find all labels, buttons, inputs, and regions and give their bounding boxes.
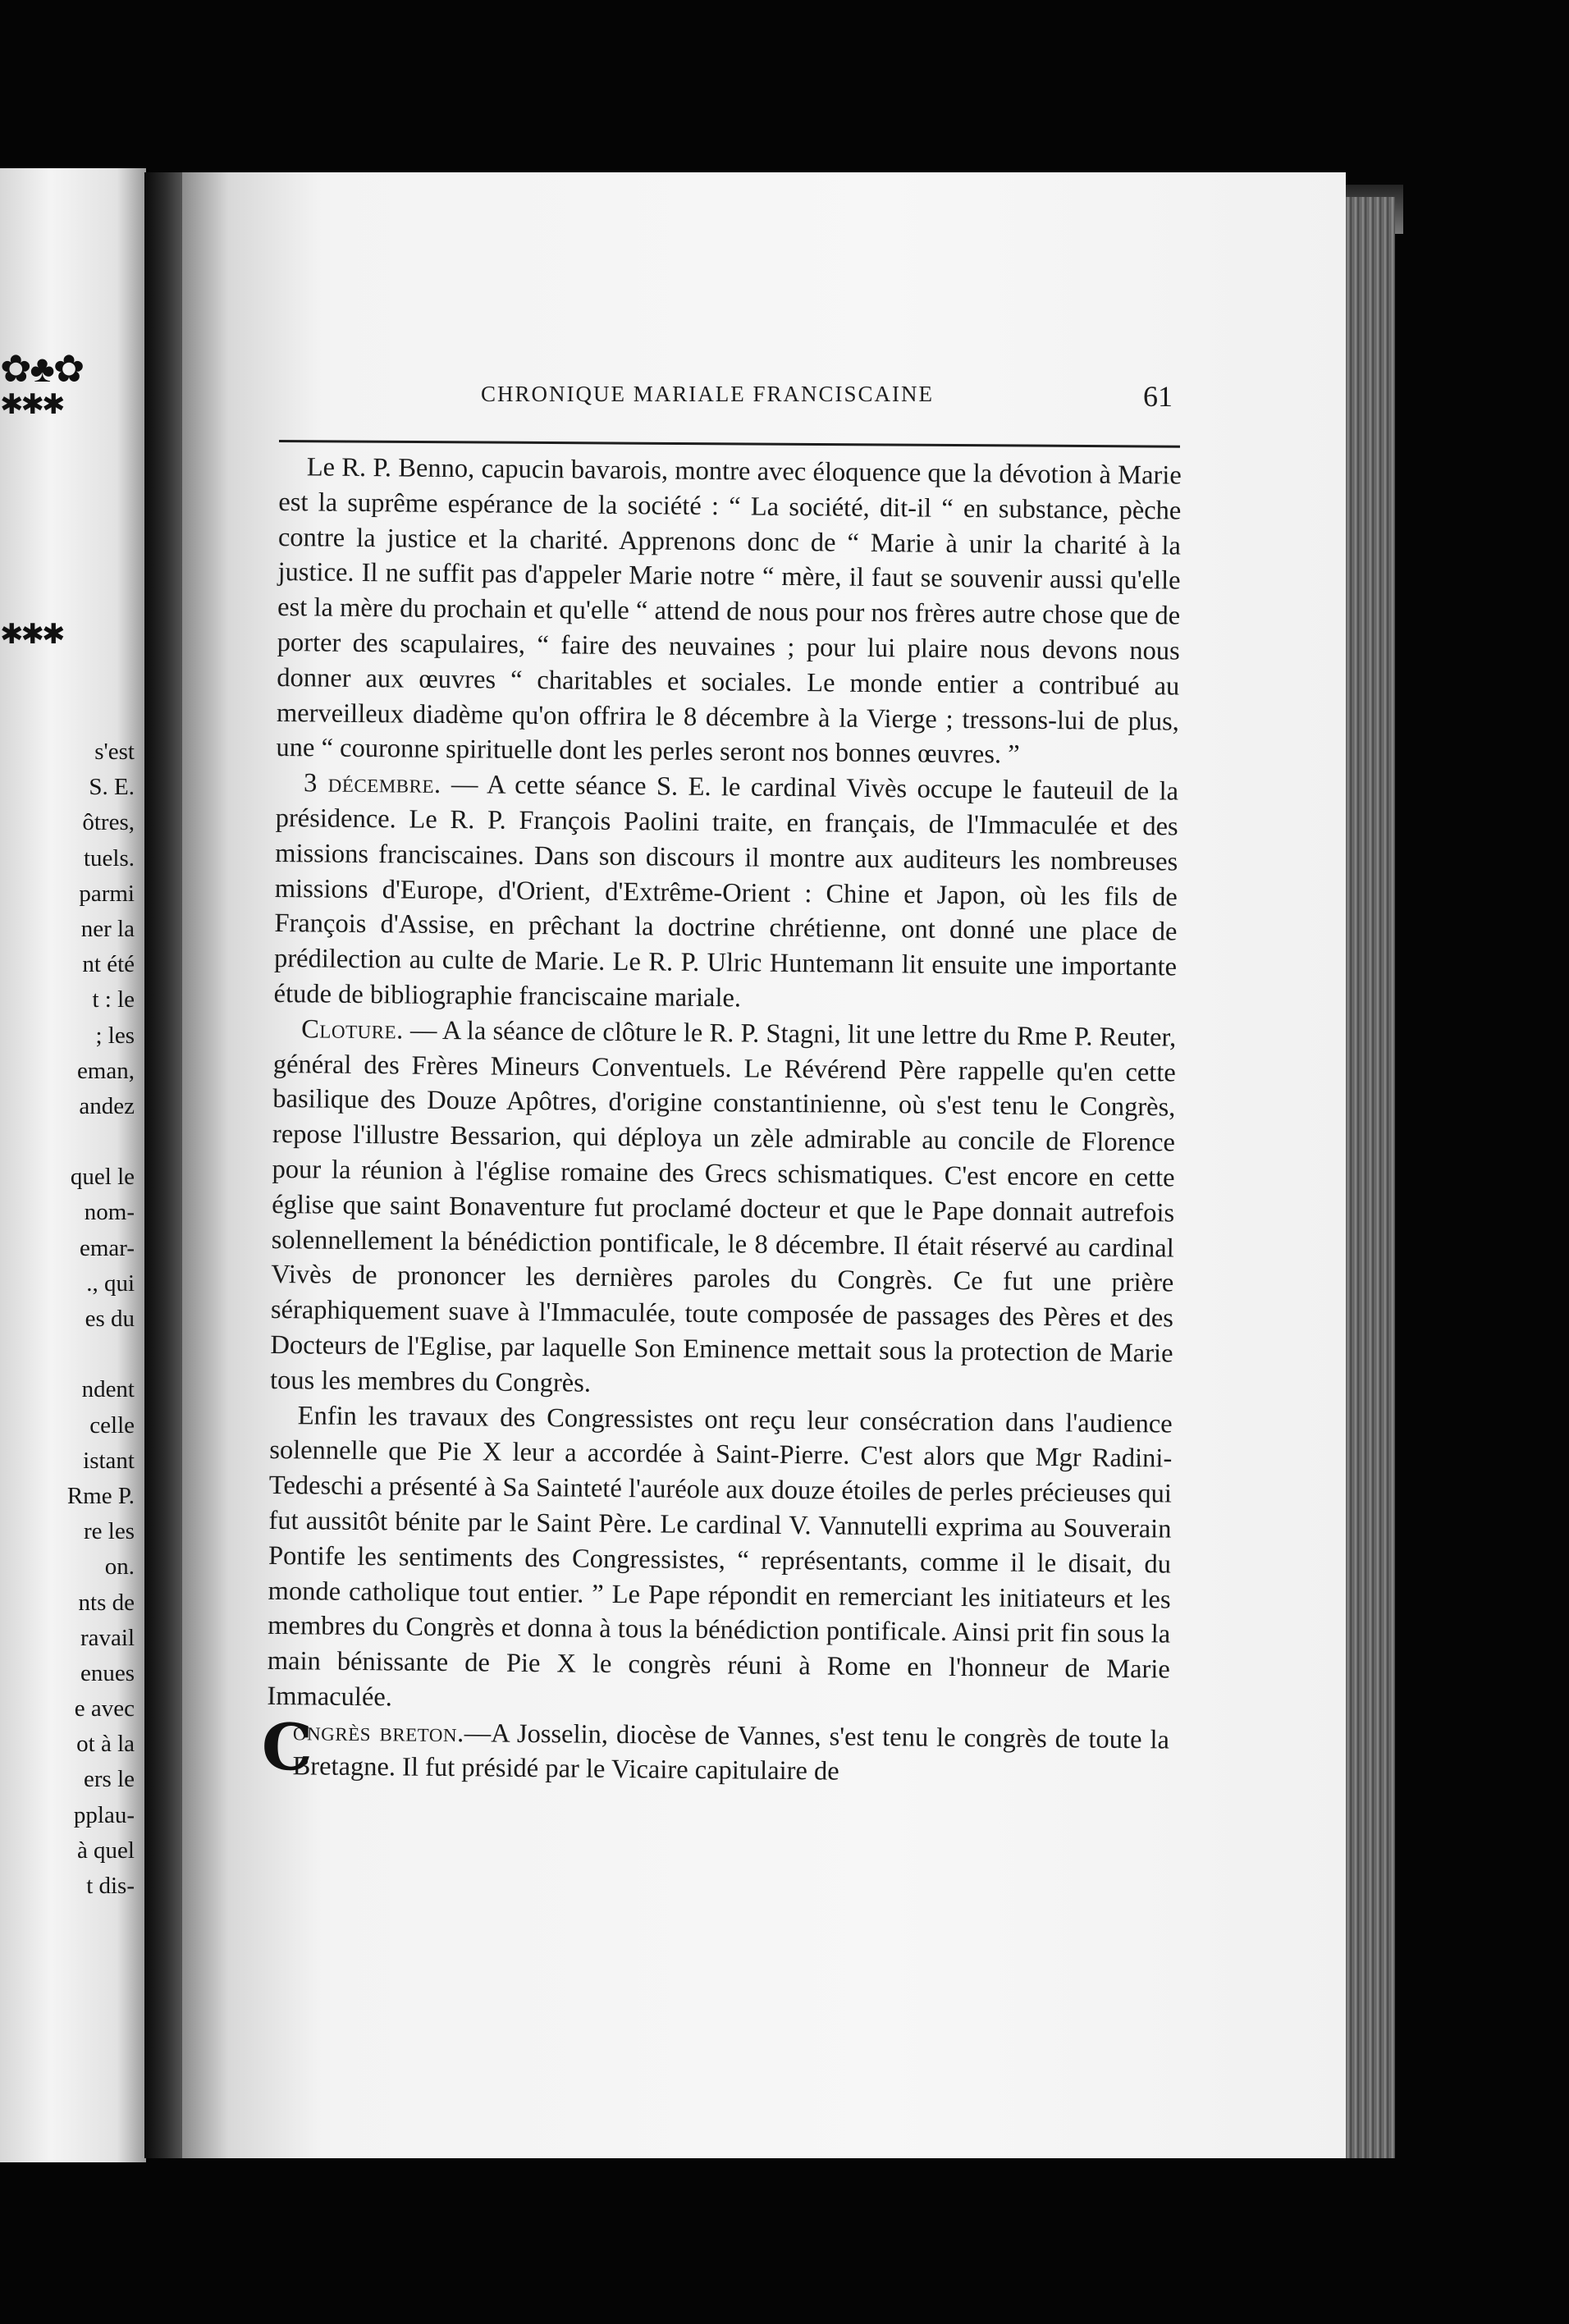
left-page-line: ers le: [84, 1766, 135, 1793]
left-page-line: [11, 1337, 135, 1372]
left-page-line: nom-: [84, 1199, 135, 1226]
left-page-line: à quel: [76, 1837, 135, 1864]
left-page-line: re les: [84, 1518, 135, 1545]
left-page-line: ., qui: [86, 1270, 135, 1297]
ornament-icon: ✿♣✿: [0, 348, 84, 390]
left-facing-page: [0, 168, 146, 2162]
section-lead-3-decembre: 3 décembre.: [303, 768, 441, 800]
paragraph-3-decembre: [273, 766, 1178, 1020]
left-page-line: nts de: [78, 1589, 135, 1616]
left-page-line: nt été: [82, 951, 135, 978]
paragraph-benno: Le R. P. Benno, capucin bavarois, montre avec éloquence que la dévotion à Marie est la suprême espérance de la société : “ La société, dit-il “ en substance, pèche contre la justice et la charité. Apprenons donc de “ Marie à unir la charité à la justice. Il ne suffit pas d'appeler Marie notre “ mère, il faut se souvenir aussi qu'elle est la mère du prochain et qu'elle “ attend de nous pour nos frères autre chose que de porter des scapulaires, “ faire des neuvaines ; pour lui plaire nous devons nous donner aux œuvres “ charitables et sociales. Le monde entier a contribué au merveilleux diadème qu'on offrira le 8 décembre à la Vierge ; tressons-lui de plus, une “ couronne spirituelle dont les perles seront nos bonnes œuvres. ”: [276, 452, 1182, 771]
left-page-line: ravail: [80, 1624, 135, 1651]
left-page-line: t : le: [92, 986, 135, 1013]
left-page-line: istant: [83, 1447, 135, 1474]
running-title: CHRONIQUE MARIALE FRANCISCAINE: [481, 382, 935, 406]
paragraph-congres-breton: [261, 1709, 1170, 1793]
left-page-line: ot à la: [76, 1731, 135, 1758]
dropcap-letter: C: [261, 1709, 313, 1786]
left-page-line: pplau-: [73, 1801, 135, 1828]
left-page-line: es du: [85, 1306, 135, 1332]
left-page-line: ner la: [80, 915, 135, 942]
left-page-line: e avec: [74, 1695, 135, 1722]
page-number: 61: [1143, 380, 1173, 413]
section-lead-congres-breton: ongrès breton.: [292, 1716, 464, 1748]
left-page-line: parmi: [79, 880, 135, 907]
left-page-line: s'est: [94, 739, 135, 765]
left-page-line: emar-: [79, 1234, 135, 1261]
page-body: [261, 450, 1182, 1793]
left-page-text-fragments: [11, 734, 135, 1904]
left-page-line: eman,: [76, 1057, 135, 1084]
left-page-line: celle: [89, 1411, 135, 1439]
ornament-divider-icon: ✱✱✱: [0, 620, 63, 650]
left-page-line: Rme P.: [66, 1482, 135, 1509]
left-page-line: andez: [79, 1092, 135, 1119]
left-page-line: quel le: [70, 1164, 135, 1191]
left-page-line: [11, 1124, 135, 1160]
left-page-line: ndent: [81, 1376, 135, 1403]
left-page-line: ; les: [95, 1022, 135, 1049]
paragraph-cloture: [270, 1012, 1176, 1407]
paragraph-audience: Enfin les travaux des Congressistes ont reçu leur consécration dans l'audience solennelle que Pie X leur a accordée à Saint-Pierre. C'est alors que Mgr Radini-Tedeschi a présenté à Sa Sainteté l'auréole aux douze étoiles de perles précieuses qui fut aussitôt bénite par le Saint Père. Le cardinal V. Vannutelli exprima au Souverain Pontife les sentiments des Congressistes, “ représentants, comme il le disait, du monde catholique tout entier. ” Le Pape répondit en remerciant les initiateurs et les membres du Congrès et donna à tous la bénédiction pontificale. Ainsi prit fin sous la main bénissante de Pie X le congrès réuni à Rome en l'honneur de Marie Immaculée.: [267, 1400, 1173, 1713]
left-page-line: ôtres,: [82, 809, 135, 836]
left-page-line: tuels.: [83, 844, 135, 872]
ornament-stars-icon: ✱✱✱: [0, 390, 63, 420]
section-lead-cloture: Cloture.: [301, 1014, 404, 1045]
paragraph-3-decembre-text: — A cette séance S. E. le cardinal Vivès occupe le fauteuil de la présidence. Le R. P. François Paolini traite, en français, de l'Immaculée et des missions franciscaines. Dans son discours il montre aux auditeurs les nombreuses missions d'Europe, d'Orient, d'Extrême-Orient : Chine et Japon, où les fils de François d'Assise, en prêchant la doctrine chrétienne, ont donné une place de prédilection au culte de Marie. Le R. P. Ulric Huntemann lit ensuite une importante étude de bibliographie franciscaine mariale.: [273, 770, 1179, 1013]
left-page-line: on.: [104, 1553, 135, 1581]
left-page-line: t dis-: [86, 1873, 135, 1899]
page-stack-edge: [1346, 197, 1395, 2158]
paragraph-cloture-text: — A la séance de clôture le R. P. Stagni, lit une lettre du Rme P. Reuter, général des Frères Mineurs Conventuels. Le Révérend Père rappelle qu'en cette basilique des Douze Apôtres, d'origine constantinienne, où s'est tenu le Congrès, repose l'illustre Bessarion, qui déploya un zèle admirable au concile de Florence pour la réunion à l'église romaine des Grecs schismatiques. C'est encore en cette église que saint Bonaventure fut proclamé docteur et que le Pape donnait autrefois solennellement la bénédiction pontificale, le 8 décembre. Il était réservé au cardinal Vivès de prononcer les dernières paroles du Congrès. Ce fut une prière séraphiquement suave à l'Immaculée, toute composée de passages des Pères et des Docteurs de l'Eglise, par laquelle Son Eminence mettait sous la protection de Marie tous les membres du Congrès.: [269, 1015, 1177, 1398]
left-page-line: S. E.: [89, 774, 135, 801]
left-page-line: enues: [80, 1659, 135, 1686]
paragraph-congres-breton-text: —A Josselin, diocèse de Vannes, s'est tenu le congrès de toute la Bretagne. Il fut présidé par le Vicaire capitulaire de: [292, 1718, 1170, 1787]
